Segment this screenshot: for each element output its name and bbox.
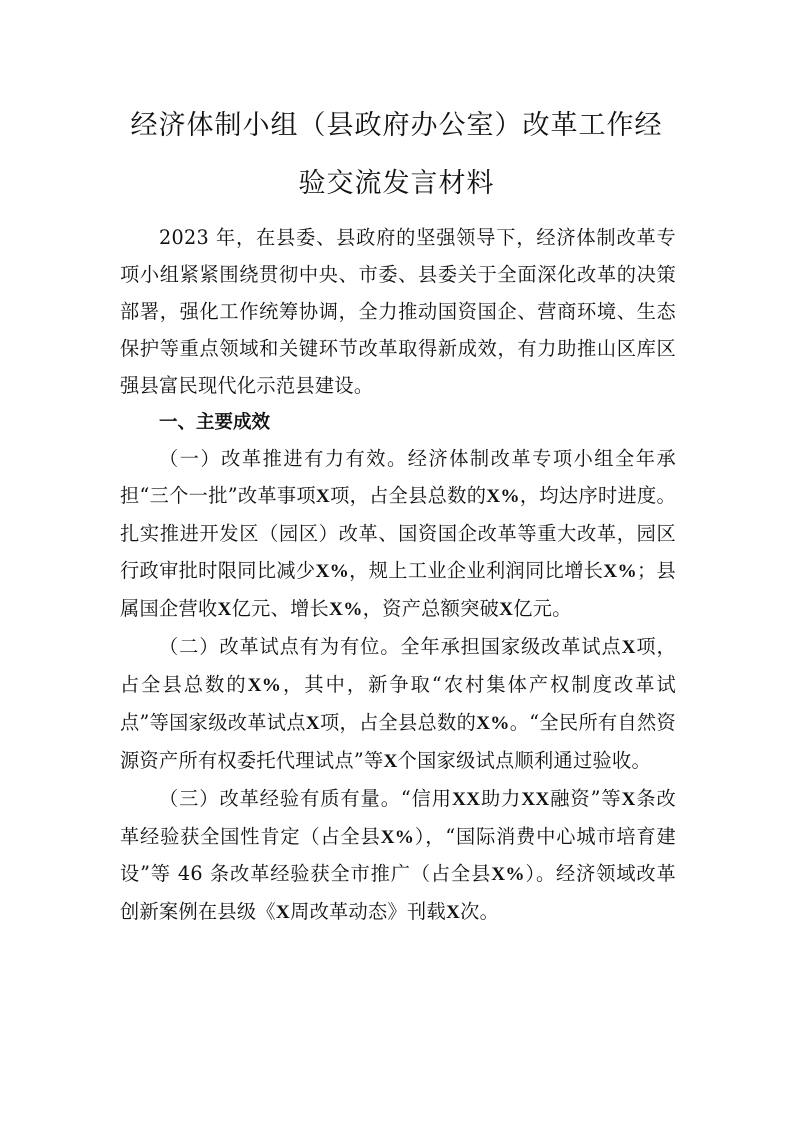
item-2-text: ，其中，新争取“农村集体产权制度改革试点”等国家级改革试点 — [120, 672, 676, 734]
item-1-text: ，均达序时进度。扎实推进开发区（园区）改革、国资国企改革等重大改革，园区行政审批时限同比减少 — [120, 484, 676, 583]
item-2-value: X — [383, 750, 398, 772]
section-heading-main-results: 一、主要成效 — [159, 411, 271, 433]
item-1-value: X% — [486, 486, 520, 508]
item-1-subtitle: （一）改革推进有力有效。 — [159, 447, 408, 471]
item-3-text: ），“国际消费中心城市培育建设”等 46 条改革经验获全市推广（占全县 — [120, 824, 676, 886]
item-2-subtitle: （二）改革试点有为有位。 — [159, 634, 401, 658]
item-2-text: 个国家级试点顺利通过验收。 — [397, 748, 651, 772]
item-3-value: X% — [380, 826, 415, 848]
item-2-value: X — [305, 712, 320, 734]
item-1-text: ，规上工业企业利润同比增长 — [349, 559, 604, 583]
intro-paragraph: 2023 年，在县委、县政府的坚强领导下，经济体制改革专项小组紧紧围绕贯彻中央、市委、县委关于全面深化改革的决策部署，强化工作统筹协调，全力推动国资国企、营商环境、生态保护等重点领域和关键环节改革取得新成效，有力助推山区库区强县富民现代化示范县建设。 — [120, 226, 676, 397]
item-3-value: X — [445, 902, 461, 924]
item-2-text: 项，占全县总数的 — [319, 710, 477, 734]
document-body — [120, 220, 676, 932]
item-2-text: 项，占全县总数的 — [120, 634, 676, 696]
item-3-value: X — [621, 788, 636, 810]
item-1-value: X% — [315, 561, 350, 583]
item-1-text: 经济体制改革专项小组全年承担“三个一批”改革事项 — [120, 447, 676, 508]
item-1-text: 亿元、增长 — [231, 597, 330, 621]
item-1-text: ；县属国企营收 — [120, 559, 676, 621]
item-2-text: 全年承担国家级改革试点 — [400, 634, 622, 658]
item-2-text: 。“全民所有自然资源资产所有权委托代理试点”等 — [120, 710, 676, 772]
item-1-value: X — [499, 599, 514, 621]
paragraph-item-1 — [120, 441, 676, 629]
item-1-value: X — [217, 599, 232, 621]
item-3-text: 次。 — [460, 900, 500, 924]
item-3-value: X% — [491, 864, 525, 886]
item-1-text: 亿元。 — [513, 597, 572, 621]
item-3-text: 周改革动态》刊载 — [290, 900, 446, 924]
item-3-text: 融资”等 — [549, 786, 622, 810]
paragraph-item-3 — [120, 781, 676, 933]
item-1-value: X — [315, 486, 331, 508]
item-3-text: 条改革经验获全国性肯定（占全县 — [120, 786, 676, 848]
item-3-value: XX — [521, 788, 550, 810]
item-2-value: X% — [247, 674, 282, 696]
document-title-line-1: 经济体制小组（县政府办公室）改革工作经 — [130, 110, 663, 141]
item-3-text: ）。经济领域改革创新案例在县级《 — [120, 862, 676, 924]
item-2-value: X% — [476, 712, 510, 734]
document-title-line-2: 验交流发言材料 — [298, 168, 495, 199]
item-2-value: X — [621, 636, 636, 658]
item-3-subtitle: （三）改革经验有质有量。 — [159, 786, 401, 810]
paragraph-item-2 — [120, 629, 676, 781]
item-1-text: ，资产总额突破 — [362, 597, 500, 621]
item-1-value: X% — [329, 599, 363, 621]
item-3-value: X — [275, 902, 291, 924]
item-3-text: 助力 — [480, 786, 522, 810]
item-1-text: 项，占全县总数的 — [330, 484, 487, 508]
item-3-value: XX — [451, 788, 481, 810]
item-1-value: X% — [603, 561, 637, 583]
item-3-text: “信用 — [400, 786, 452, 810]
